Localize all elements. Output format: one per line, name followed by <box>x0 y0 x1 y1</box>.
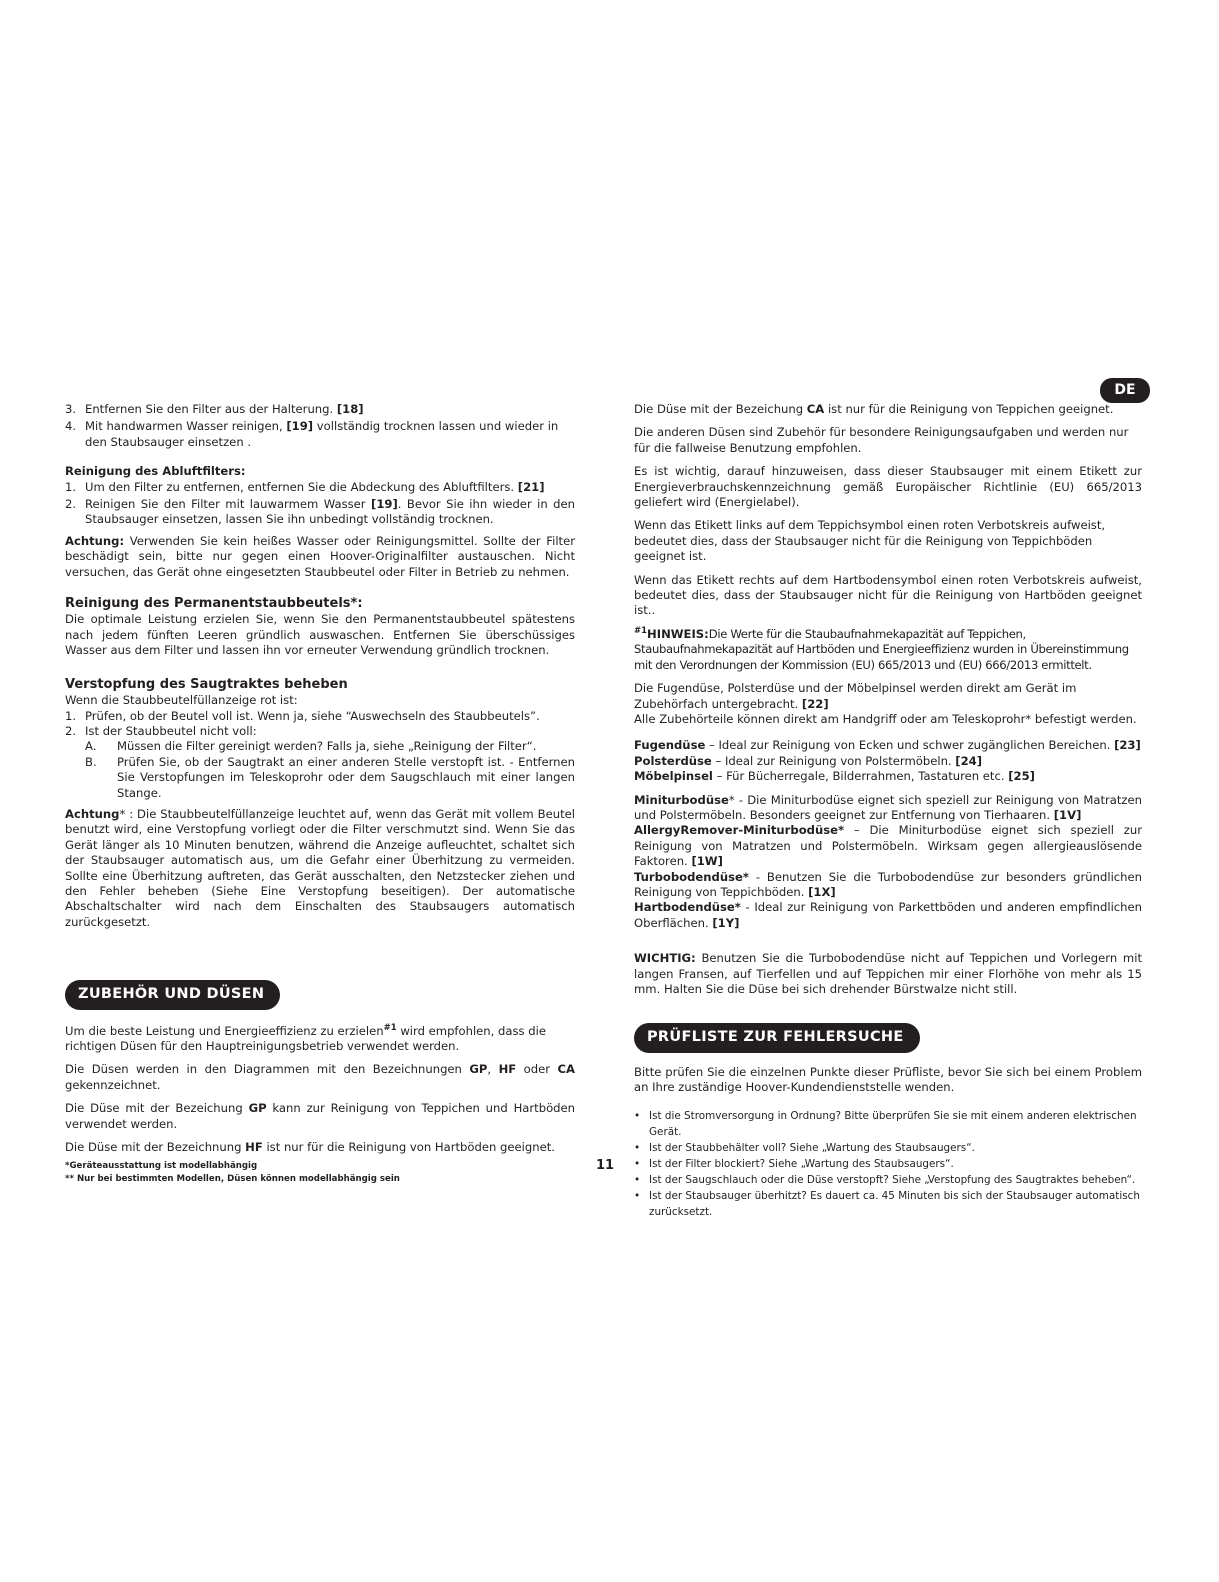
list-item: A. Müssen die Filter gereinigt werden? Falls ja, siehe „Reinigung der Filter“. <box>85 739 537 754</box>
checklist-intro: Bitte prüfen Sie die einzelnen Punkte dieser Prüfliste, bevor Sie sich bei einem Problem an Ihre zuständige Hoover-Kundendienststelle wenden. <box>634 1064 1142 1095</box>
caution-paragraph: Achtung: Verwenden Sie kein heißes Wasser oder Reinigungsmittel. Sollte der Filter beschädigt sein, bitte nur gegen einen Hoover-Originalfilter austauschen. Nicht versuchen, das Gerät ohne eingesetzten Staubbeutel oder Filter in Betrieb zu nehmen. <box>65 533 575 579</box>
language-badge: DE <box>1100 378 1150 403</box>
other-nozzles-paragraph: Die anderen Düsen sind Zubehör für besondere Reinigungsaufgaben und werden nur für die fallweise Benutzung empfohlen. <box>634 425 1129 455</box>
tool-item: Möbelpinsel – Für Bücherregale, Bilderrahmen, Tastaturen etc. [25] <box>634 769 1035 784</box>
right-column <box>634 402 1142 1220</box>
tool-item: Hartbodendüse* - Ideal zur Reinigung von Parkettböden und anderen empfindlichen Oberflächen. [1Y] <box>634 900 1142 930</box>
accessories-codes: Die Düsen werden in den Diagrammen mit den Bezeichnungen GP, HF oder CA gekennzeichnet. <box>65 1062 575 1092</box>
exhaust-filter-heading: Reinigung des Abluftfilters: <box>65 464 246 479</box>
list-item: 4. Mit handwarmen Wasser reinigen, [19] vollständig trocknen lassen und wieder in den Staubsauger einsetzen . <box>65 419 559 449</box>
list-item: • Ist der Saugschlauch oder die Düse verstopft? Siehe „Verstopfung des Saugtraktes beheben“. <box>634 1173 1136 1186</box>
blockage-steps-list <box>65 709 575 740</box>
accessories-intro: Um die beste Leistung und Energieeffizienz zu erzielen$^{\#1}$ wird empfohlen, dass die richtigen Düsen für den Hauptreinigungsbetrieb verwendet werden. <box>65 1022 546 1053</box>
list-item: • Ist die Stromversorgung in Ordnung? Bitte überprüfen Sie sie mit einem anderen elektrischen Gerät. <box>634 1109 1137 1138</box>
accessories-hf: Die Düse mit der Bezeichnung HF ist nur für die Reinigung von Hartböden geeignet. <box>65 1140 555 1155</box>
energy-label-paragraph: Es ist wichtig, darauf hinzuweisen, dass dieser Staubsauger mit einem Etikett zur Energieverbrauchskennzeichnung gemäß Europäischer Richtlinie (EU) 665/2013 geliefert wird (Energielabel). <box>634 464 1142 510</box>
page-number: 11 <box>596 1158 615 1173</box>
note-paragraph: $^{\#1}$HINWEIS:Die Werte für die Staubaufnahmekapazität auf Teppichen, Staubaufnahmekapazität auf Hartböden und Energieeffizienz wurden in Übereinstimmung mit den Verordnungen der Kommission (EU) 665/2013 und (EU) 666/2013 ermittelt. <box>634 626 1129 672</box>
footnotes <box>65 1160 400 1185</box>
blockage-intro: Wenn die Staubbeutelfüllanzeige rot ist: <box>65 693 298 708</box>
left-column <box>65 402 575 1163</box>
section-title-troubleshooting: PRÜFLISTE ZUR FEHLERSUCHE <box>634 1023 920 1052</box>
tool-item: Polsterdüse – Ideal zur Reinigung von Polstermöbeln. [24] <box>634 753 983 768</box>
list-item: 1. Um den Filter zu entfernen, entfernen Sie die Abdeckung des Abluftfilters. [21] <box>65 479 545 494</box>
nozzle-ca-paragraph: Die Düse mit der Bezeichung CA ist nur für die Reinigung von Teppichen geeignet. <box>634 402 1114 416</box>
section-title-accessories: ZUBEHÖR UND DÜSEN <box>65 980 280 1009</box>
checklist <box>634 1108 1142 1220</box>
storage-paragraph: Die Fugendüse, Polsterdüse und der Möbelpinsel werden direkt am Gerät im Zubehörfach untergebracht. [22] Alle Zubehörteile können direkt am Handgriff oder am Teleskoprohr* befestigt werden. <box>634 681 1137 726</box>
footnote: *Geräteausstattung ist modellabhängig <box>65 1161 258 1171</box>
important-paragraph: WICHTIG: Benutzen Sie die Turbobodendüse nicht auf Teppichen und Vorlegern mit langen Fransen, auf Tierfellen und auf Teppichen mir einer Florhöhe von mehr als 15 mm. Halten Sie die Düse bei sich drehender Bürstwalze nicht still. <box>634 951 1142 996</box>
list-item: 1. Prüfen, ob der Beutel voll ist. Wenn ja, siehe “Auswechseln des Staubbeutels”. <box>65 708 540 723</box>
carpet-label-paragraph: Wenn das Etikett links auf dem Teppichsymbol einen roten Verbotskreis aufweist, bedeutet dies, dass der Staubsauger nicht für die Reinigung von Teppichböden geeignet ist. <box>634 518 1106 564</box>
accessories-gp: Die Düse mit der Bezeichung GP kann zur Reinigung von Teppichen und Hartböden verwendet werden. <box>65 1101 576 1131</box>
tool-item: Fugendüse – Ideal zur Reinigung von Ecken und schwer zugänglichen Bereichen. [23] <box>634 738 1141 753</box>
list-item: • Ist der Staubbehälter voll? Siehe „Wartung des Staubsaugers“. <box>634 1141 975 1154</box>
footnote: ** Nur bei bestimmten Modellen, Düsen können modellabhängig sein <box>65 1173 400 1184</box>
caution-indicator-paragraph: Achtung* : Die Staubbeutelfüllanzeige leuchtet auf, wenn das Gerät mit vollem Beutel benutzt wird, eine Verstopfung vorliegt oder die Filter verschmutzt sind. Wenn Sie das Gerät länger als 10 Minuten benutzen, während die Anzeige aufleuchtet, schaltet sich der Staubsauger automatisch aus, um die Gefahr einer Überhitzung zu vermeiden. Sollte eine Überhitzung auftreten, das Gerät ausschalten, den Netzstecker ziehen und den Fehler beheben (Siehe Eine Verstopfung beseitigen). Der automatische Abschaltschalter wird nach dem Einschalten des Staubsaugers automatisch zurückgesetzt. <box>65 806 575 929</box>
list-item: • Ist der Staubsauger überhitzt? Es dauert ca. 45 Minuten bis sich der Staubsauger automatisch zurücksetzt. <box>634 1189 1140 1218</box>
list-item: 2. Reinigen Sie den Filter mit lauwarmem Wasser [19]. Bevor Sie ihn wieder in den Staubsauger einsetzen, lassen Sie ihn unbedingt vollständig trocknen. <box>65 497 575 527</box>
turbo-list <box>634 793 1142 932</box>
hardfloor-label-paragraph: Wenn das Etikett rechts auf dem Hartbodensymbol einen roten Verbotskreis aufweist, bedeutet dies, dass der Staubsauger nicht für die Reinigung von Hartböden geeignet ist.. <box>634 572 1142 618</box>
list-item: 3. Entfernen Sie den Filter aus der Halterung. [18] <box>65 402 364 416</box>
exhaust-steps-list <box>65 480 575 528</box>
permanent-bag-heading: Reinigung des Permanentstaubbeutels*: <box>65 596 363 612</box>
blockage-substeps-list <box>65 739 575 801</box>
tool-item: AllergyRemover-Miniturbodüse* – Die Miniturbodüse eignet sich speziell zur Reinigung von Matratzen und Polstermöbeln. Wirksam gegen allergieauslösende Faktoren. [1W] <box>634 823 1142 869</box>
tool-list <box>634 738 1142 784</box>
filter-steps-list <box>65 402 575 450</box>
blockage-heading: Verstopfung des Saugtraktes beheben <box>65 676 348 692</box>
permanent-bag-text: Die optimale Leistung erzielen Sie, wenn Sie den Permanentstaubbeutel spätestens nach jedem fünften Leeren gründlich auswaschen. Entfernen Sie überschüssiges Wasser aus dem Filter und lassen ihn vor erneuter Verwendung gründlich trocknen. <box>65 612 575 658</box>
tool-item: Miniturbodüse* - Die Miniturbodüse eignet sich speziell zur Reinigung von Matratzen und Polstermöbeln. Besonders geeignet zur Entfernung von Tierhaaren. [1V] <box>634 792 1142 822</box>
list-item: 2. Ist der Staubbeutel nicht voll: <box>65 723 257 738</box>
list-item: • Ist der Filter blockiert? Siehe „Wartung des Staubsaugers“. <box>634 1157 954 1170</box>
tool-item: Turbobodendüse* - Benutzen Sie die Turbobodendüse zur besonders gründlichen Reinigung von Teppichböden. [1X] <box>634 869 1142 899</box>
list-item: B. Prüfen Sie, ob der Saugtrakt an einer anderen Stelle verstopft ist. - Entfernen Sie Verstopfungen im Teleskoprohr oder dem Saugschlauch mit einer langen Stange. <box>85 754 575 800</box>
